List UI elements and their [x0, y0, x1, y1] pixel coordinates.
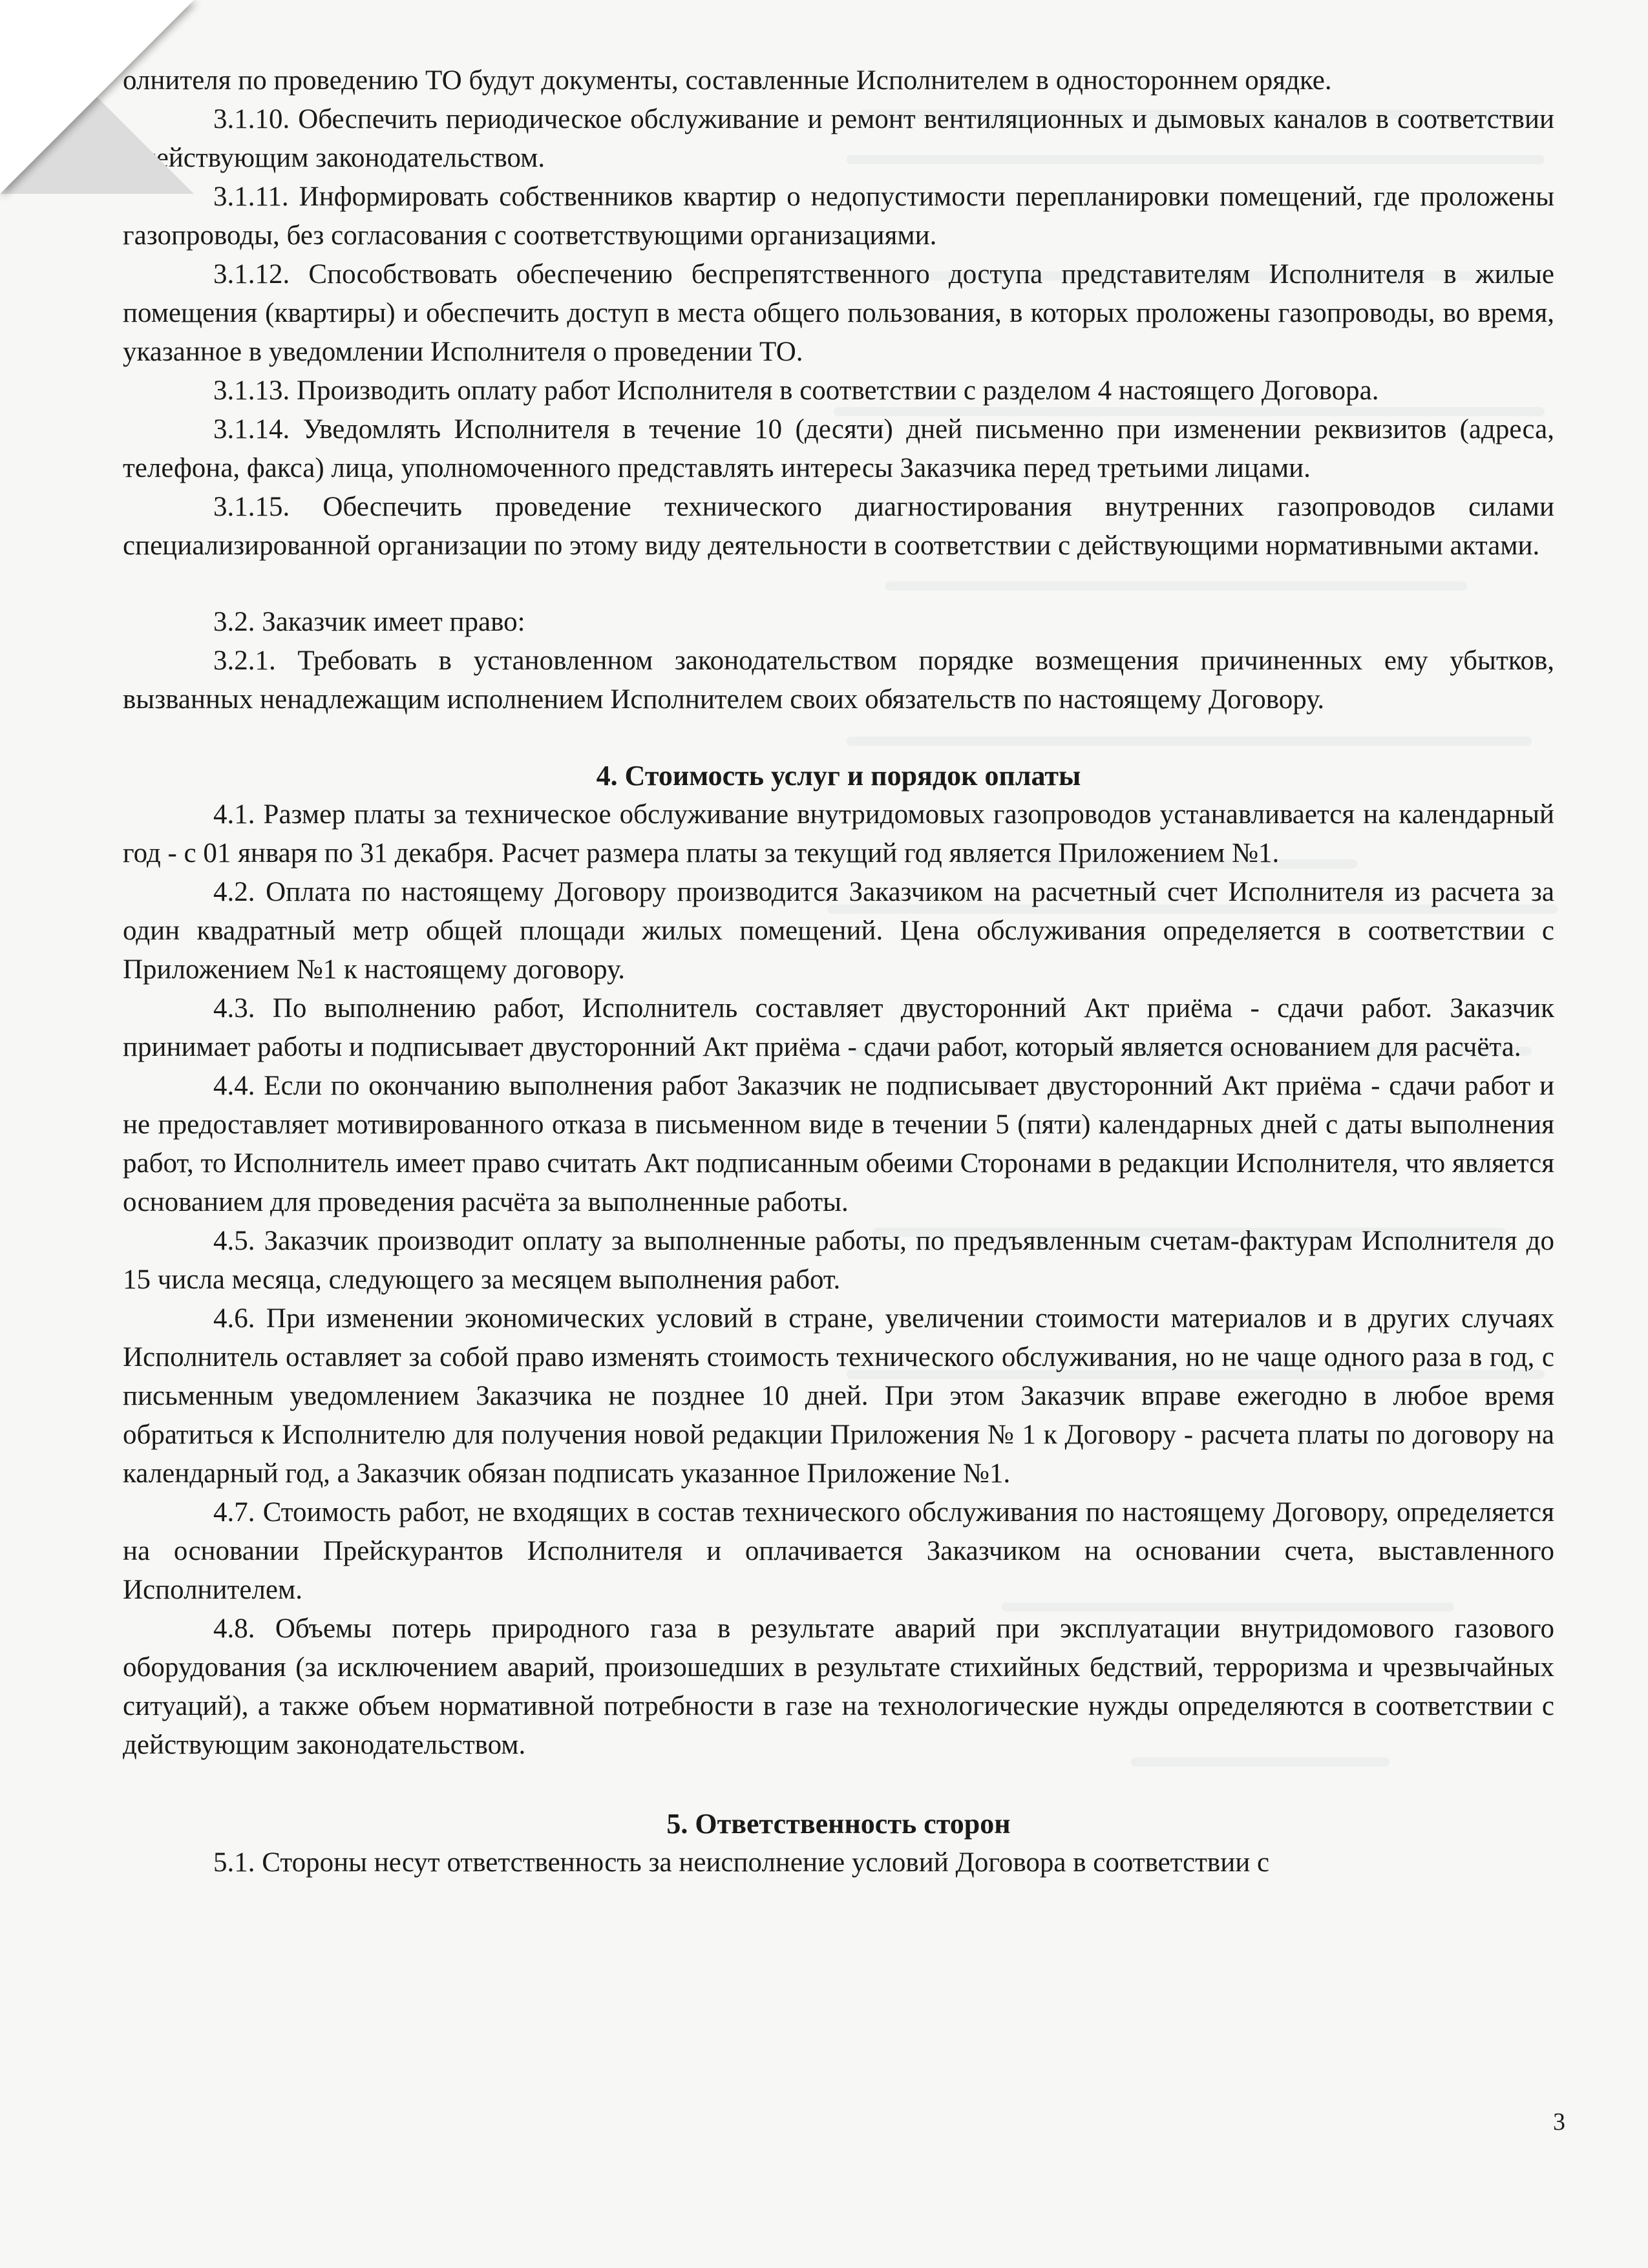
clause-4-3: 4.3. По выполнению работ, Исполнитель составляет двусторонний Акт приёма - сдачи работ. Заказчик принимает работы и подписывает двусторонний Акт приёма - сдачи работ, который является основанием для расчёта.	[123, 993, 1554, 1062]
clause-4-1: 4.1. Размер платы за техническое обслуживание внутридомовых газопроводов устанавливается на календарный год - с 01 января по 31 декабря. Расчет размера платы за текущий год является Приложением №1.	[123, 799, 1554, 868]
clause-4-8: 4.8. Объемы потерь природного газа в результате аварий при эксплуатации внутридомового газового оборудования (за исключением аварий, произошедших в результате стихийных бедствий, терроризма и чрезвычайных ситуаций), а также объем нормативной потребности в газе на технологические нужды определяются в соответствии с действующим законодательством.	[123, 1613, 1554, 1760]
clause-4-2: 4.2. Оплата по настоящему Договору производится Заказчиком на расчетный счет Исполнителя из расчета за один квадратный метр общей площади жилых помещений. Цена обслуживания определяется в соответствии с Приложением №1 к настоящему договору.	[123, 877, 1554, 985]
clause-4-6: 4.6. При изменении экономических условий в стране, увеличении стоимости материалов и в других случаях Исполнитель оставляет за собой право изменять стоимость технического обслуживания, но не чаще одного раза в год, с письменным уведомлением Заказчика не позднее 10 дней. При этом Заказчик вправе ежегодно в любое время обратиться к Исполнителю для получения новой редакции Приложения № 1 к Договору - расчета платы по договору на календарный год, а Заказчик обязан подписать указанное Приложение №1.	[123, 1303, 1554, 1489]
section-4-heading: 4. Стоимость услуг и порядок оплаты	[596, 760, 1081, 792]
clause-3-1-15: 3.1.15. Обеспечить проведение технического диагностирования внутренних газопроводов силами специализированной организации по этому виду деятельности в соответствии с действующими нормативными актами.	[123, 492, 1554, 561]
clause-5-1: 5.1. Стороны несут ответственность за неисполнение условий Договора в соответствии с	[213, 1847, 1270, 1878]
clause-4-5: 4.5. Заказчик производит оплату за выполненные работы, по предъявленным счетам-фактурам Исполнителя до 15 числа месяца, следующего за месяцем выполнения работ.	[123, 1226, 1554, 1295]
clause-3-2-1: 3.2.1. Требовать в установленном законодательством порядке возмещения причиненных ему убытков, вызванных ненадлежащим исполнением Исполнителем своих обязательств по настоящему Договору.	[123, 646, 1554, 715]
clause-3-1-13: 3.1.13. Производить оплату работ Исполнителя в соответствии с разделом 4 настоящего Договора.	[213, 375, 1379, 406]
page-number: 3	[1553, 2108, 1565, 2136]
document-page	[123, 61, 1554, 1882]
clause-4-7: 4.7. Стоимость работ, не входящих в состав технического обслуживания по настоящему Договору, определяется на основании Прейскурантов Исполнителя и оплачивается Заказчиком на основании счета, выставленного Исполнителем.	[123, 1497, 1554, 1605]
clause-3-1-11: 3.1.11. Информировать собственников квартир о недопустимости перепланировки помещений, где проложены газопроводы, без согласования с соответствующими организациями.	[123, 182, 1554, 251]
clause-4-4: 4.4. Если по окончанию выполнения работ Заказчик не подписывает двусторонний Акт приёма - сдачи работ и не предоставляет мотивированного отказа в письменном виде в течении 5 (пяти) календарных дней с даты выполнения работ, то Исполнитель имеет право считать Акт подписанным обеими Сторонами в редакции Исполнителя, что является основанием для проведения расчёта за выполненные работы.	[123, 1071, 1554, 1217]
clause-3-1-14: 3.1.14. Уведомлять Исполнителя в течение 10 (десяти) дней письменно при изменении реквизитов (адреса, телефона, факса) лица, уполномоченного представлять интересы Заказчика перед третьими лицами.	[123, 414, 1554, 483]
folded-corner	[0, 0, 194, 194]
clause-3-1-10: 3.1.10. Обеспечить периодическое обслуживание и ремонт вентиляционных и дымовых каналов в соответствии с действующим законодательством.	[123, 104, 1554, 173]
top-fragment-text: олнителя по проведению ТО будут документы, составленные Исполнителем в одностороннем орядке.	[123, 65, 1332, 96]
clause-3-1-12: 3.1.12. Способствовать обеспечению беспрепятственного доступа представителям Исполнителя в жилые помещения (квартиры) и обеспечить доступ в места общего пользования, в которых проложены газопроводы, во время, указанное в уведомлении Исполнителя о проведении ТО.	[123, 259, 1554, 367]
clause-3-2: 3.2. Заказчик имеет право:	[213, 607, 525, 637]
section-5-heading: 5. Ответственность сторон	[666, 1808, 1011, 1840]
